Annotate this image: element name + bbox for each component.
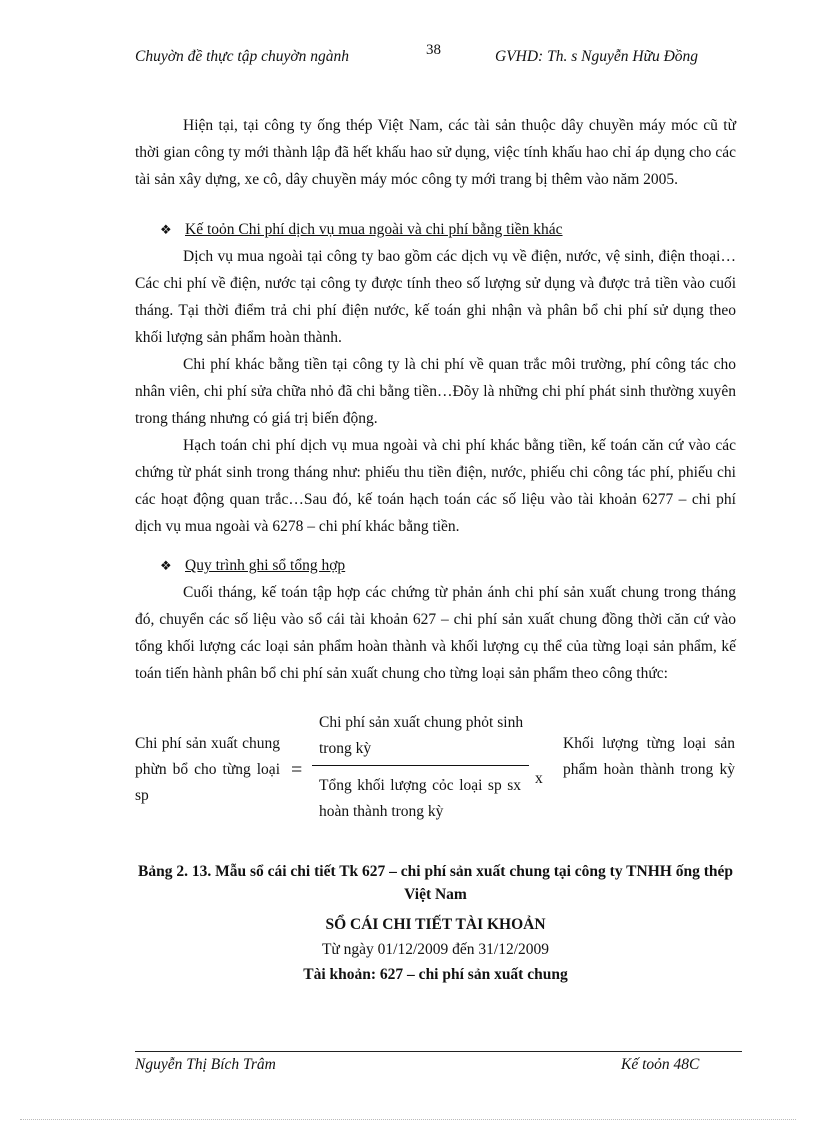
- formula-denominator: Tổng khối lượng cỏc loại sp sx hoàn thành trong kỳ: [319, 777, 521, 820]
- paragraph: Hiện tại, tại công ty ống thép Việt Nam, các tài sản thuộc dây chuyền máy móc cũ từ thời gian công ty mới thành lập đã hết khấu hao sử dụng, việc tính khấu hao chỉ áp dụng cho các tài sản xây dựng, xe cô, dây chuyền máy móc công ty mới trang bị thêm vào năm 2005.: [135, 117, 736, 188]
- formula-times: x: [535, 770, 543, 787]
- author-name: Nguyễn Thị Bích Trâm: [135, 1056, 276, 1073]
- section-heading-bookkeeping: [160, 552, 345, 580]
- bookkeeping-paragraph-block: [135, 579, 736, 687]
- class-name: Kế toỏn 48C: [621, 1056, 700, 1073]
- paragraph: Chi phí khác bằng tiền tại công ty là chi phí về quan trắc môi trường, phí công tác cho nhân viên, chi phí sửa chữa nhỏ đã chi bằng tiền…Đõy là những chi phí phát sinh thường xuyên trong tháng nhưng có giá trị biến động.: [135, 356, 736, 427]
- paragraph: Cuối tháng, kế toán tập hợp các chứng từ phản ánh chi phí sản xuất chung trong tháng đó, chuyển các số liệu vào sổ cái tài khoản 627 – chi phí sản xuất chung đồng thời căn cứ vào tổng khối lượng các loại sản phẩm hoàn thành và khối lượng cụ thể của từng loại sản phẩm, kế toán tiến hành phân bổ chi phí sản xuất chung cho từng loại sản phẩm theo công thức:: [135, 584, 736, 682]
- paragraph: Hạch toán chi phí dịch vụ mua ngoài và chi phí khác bằng tiền, kế toán căn cứ vào các chứng từ phát sinh trong tháng như: phiếu thu tiền điện, nước, phiếu chi công tác phí, phiếu chi các hoạt động quan trắc…Sau đó, kế toán hạch toán các số liệu vào tài khoản 6277 – chi phí dịch vụ mua ngoài và 6278 – chi phí khác bằng tiền.: [135, 437, 736, 535]
- formula-numerator: Chi phí sản xuất chung phỏt sinh trong kỳ: [319, 714, 524, 757]
- ledger-title: SỔ CÁI CHI TIẾT TÀI KHOẢN: [325, 916, 546, 933]
- diamond-bullet-icon: ❖: [160, 559, 172, 574]
- fraction-bar: [312, 765, 529, 766]
- account-label: Tài khoản: 627 – chi phí sản xuất chung: [303, 966, 568, 983]
- services-paragraph-block: [135, 243, 736, 540]
- header-title: Chuyờn đề thực tập chuyờn ngành: [135, 48, 349, 65]
- footer-divider: [135, 1051, 742, 1052]
- formula-lhs: Chi phí sản xuất chung phừn bổ cho từng loại sp: [135, 735, 280, 804]
- paragraph: Dịch vụ mua ngoài tại công ty bao gồm các dịch vụ về điện, nước, vệ sinh, điện thoại… Các chi phí về điện, nước tại công ty được tính theo số lượng sử dụng và được trả tiền vào cuối tháng. Tại thời điểm trả chi phí điện nước, kế toán ghi nhận và phân bổ chi phí sử dụng theo khối lượng sản phẩm hoàn thành.: [135, 248, 736, 346]
- section-title: Quy trình ghi sổ tổng hợp: [185, 557, 346, 574]
- formula-equals: =: [291, 759, 303, 781]
- page-edge-divider: [20, 1119, 796, 1120]
- section-title: Kế toỏn Chi phí dịch vụ mua ngoài và chi phí bằng tiền khác: [185, 221, 563, 238]
- date-range: Từ ngày 01/12/2009 đến 31/12/2009: [321, 941, 550, 958]
- page-number: 38: [426, 42, 441, 58]
- section-heading-services: [160, 216, 563, 244]
- header-supervisor: GVHD: Th. s Nguyễn Hữu Đồng: [495, 48, 699, 65]
- intro-paragraph-block: [135, 112, 736, 193]
- diamond-bullet-icon: ❖: [160, 223, 172, 238]
- formula-rhs: Khối lượng từng loại sản phẩm hoàn thành trong kỳ: [563, 735, 735, 778]
- table-title: Bảng 2. 13. Mẫu sổ cái chi tiết Tk 627 – chi phí sản xuất chung tại công ty TNHH ống thép Việt Nam: [138, 863, 733, 903]
